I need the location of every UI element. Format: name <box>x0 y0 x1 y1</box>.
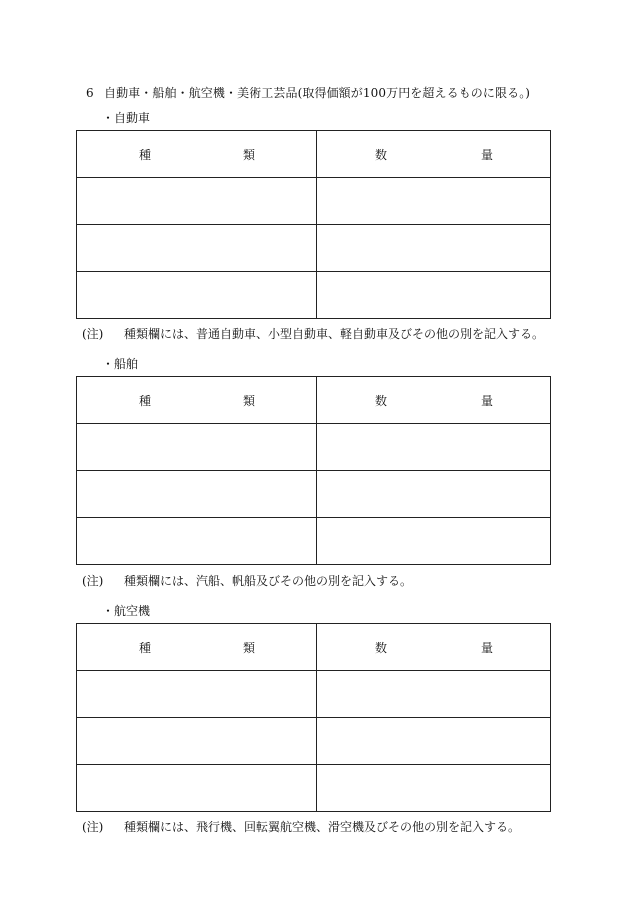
quantity-char-2: 量 <box>481 148 494 162</box>
note-prefix: (注) <box>82 327 104 341</box>
quantity-char-2: 量 <box>481 394 494 408</box>
kind-char-1: 種 <box>139 148 152 162</box>
kind-cell[interactable] <box>77 765 317 812</box>
table-row <box>77 225 551 272</box>
quantity-header <box>317 377 551 424</box>
kind-cell[interactable] <box>77 671 317 718</box>
note-prefix: (注) <box>82 820 104 834</box>
table-header-row <box>77 624 551 671</box>
quantity-cell[interactable] <box>317 765 551 812</box>
kind-char-2: 類 <box>243 394 256 408</box>
kind-cell[interactable] <box>77 225 317 272</box>
quantity-char-1: 数 <box>375 394 388 408</box>
kind-cell[interactable] <box>77 272 317 319</box>
table-row <box>77 424 551 471</box>
note-automobile <box>82 325 544 342</box>
quantity-cell[interactable] <box>317 424 551 471</box>
table-row <box>77 671 551 718</box>
kind-char-1: 種 <box>139 641 152 655</box>
quantity-cell[interactable] <box>317 272 551 319</box>
kind-header <box>77 131 317 178</box>
kind-cell[interactable] <box>77 424 317 471</box>
table-row <box>77 718 551 765</box>
kind-cell[interactable] <box>77 178 317 225</box>
quantity-header <box>317 624 551 671</box>
kind-char-2: 類 <box>243 148 256 162</box>
kind-char-1: 種 <box>139 394 152 408</box>
table-header-row <box>77 377 551 424</box>
ship-table <box>76 376 551 565</box>
kind-char-2: 類 <box>243 641 256 655</box>
label-ship: ・船舶 <box>102 357 139 371</box>
quantity-header <box>317 131 551 178</box>
quantity-char-1: 数 <box>375 148 388 162</box>
kind-header <box>77 624 317 671</box>
quantity-cell[interactable] <box>317 718 551 765</box>
quantity-char-1: 数 <box>375 641 388 655</box>
section-number: 6 <box>86 86 94 100</box>
table-row <box>77 765 551 812</box>
note-text: 種類欄には、普通自動車、小型自動車、軽自動車及びその他の別を記入する。 <box>124 327 545 341</box>
note-text: 種類欄には、汽船、帆船及びその他の別を記入する。 <box>124 574 413 588</box>
kind-header <box>77 377 317 424</box>
section-heading <box>86 84 530 101</box>
quantity-cell[interactable] <box>317 178 551 225</box>
table-row <box>77 178 551 225</box>
note-text: 種類欄には、飛行機、回転翼航空機、滑空機及びその他の別を記入する。 <box>124 820 521 834</box>
quantity-cell[interactable] <box>317 671 551 718</box>
table-row <box>77 471 551 518</box>
kind-cell[interactable] <box>77 518 317 565</box>
label-automobile: ・自動車 <box>102 111 151 125</box>
quantity-char-2: 量 <box>481 641 494 655</box>
quantity-cell[interactable] <box>317 518 551 565</box>
kind-cell[interactable] <box>77 471 317 518</box>
note-aircraft <box>82 818 520 835</box>
table-row <box>77 518 551 565</box>
section-title: 自動車・船舶・航空機・美術工芸品(取得価額が100万円を超えるものに限る。) <box>104 86 531 100</box>
aircraft-table <box>76 623 551 812</box>
quantity-cell[interactable] <box>317 225 551 272</box>
note-ship <box>82 572 412 589</box>
table-header-row <box>77 131 551 178</box>
quantity-cell[interactable] <box>317 471 551 518</box>
note-prefix: (注) <box>82 574 104 588</box>
automobile-table <box>76 130 551 319</box>
table-row <box>77 272 551 319</box>
kind-cell[interactable] <box>77 718 317 765</box>
label-aircraft: ・航空機 <box>102 604 151 618</box>
